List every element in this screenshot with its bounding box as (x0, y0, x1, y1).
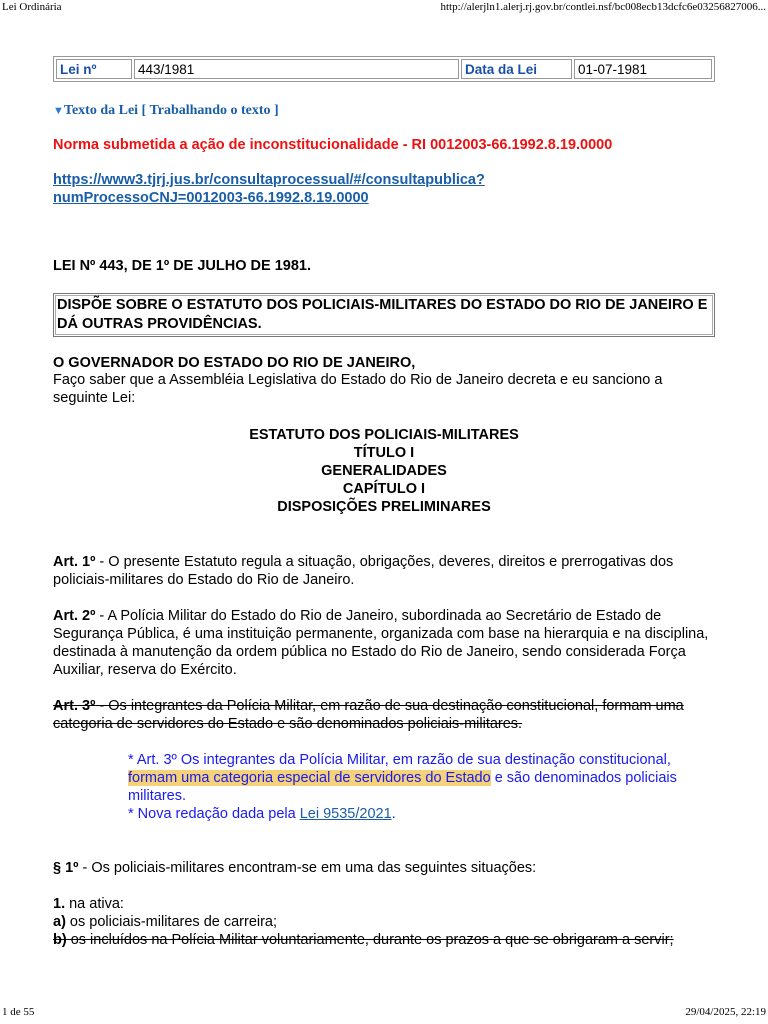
item-list (53, 895, 715, 949)
item-b-label: b) (53, 932, 67, 948)
article-1-label: Art. 1º (53, 554, 96, 570)
article-2-text: - A Polícia Militar do Estado do Rio de Janeiro, subordinada ao Secretário de Estado de Segurança Pública, é uma instituição permanente, organizada com base na hierarquia e na disciplina, destinada à manutenção da ordem pública no Estado do Rio de Janeiro, sendo considerada Força Auxiliar, reserva do Exército. (53, 608, 709, 678)
article-3-label: Art. 3º (53, 698, 96, 714)
page-counter: 1 de 55 (2, 1006, 35, 1018)
article-3-new-highlight: formam uma categoria especial de servidores do Estado (128, 770, 491, 786)
article-3-new-suffix: e são denominados policiais militares. (128, 770, 677, 804)
paragraph-1 (53, 859, 715, 877)
print-footer (0, 1006, 768, 1020)
governor-heading: O GOVERNADOR DO ESTADO DO RIO DE JANEIRO, (53, 355, 416, 371)
expand-triangle-icon: ▼ (53, 105, 64, 117)
print-datetime: 29/04/2025, 22:19 (685, 1006, 766, 1018)
paragraph-1-label: § 1º (53, 860, 79, 876)
preamble: Faço saber que a Assembléia Legislativa do Estado do Rio de Janeiro decreta e eu sanciono a seguinte Lei: (53, 372, 663, 406)
item-a-text: os policiais-militares de carreira; (65, 914, 278, 930)
item-a (53, 913, 715, 931)
heading-generalidades: GENERALIDADES (321, 463, 447, 479)
heading-capitulo: CAPÍTULO I (342, 481, 426, 497)
article-1-text: - O presente Estatuto regula a situação, obrigações, deveres, direitos e prerrogativas dos policiais-militares do Estado do Rio de Janeiro. (53, 554, 674, 588)
texto-da-lei-label: Texto da Lei [ Trabalhando o texto ] (63, 103, 279, 118)
lei-date-value: 01-07-1981 (574, 59, 712, 79)
print-header-url: http://alerjln1.alerj.rj.gov.br/contlei.nsf/bc008ecb13dcfc6e03256827006... (440, 1, 766, 13)
article-2 (53, 607, 715, 679)
article-3-new-wording (128, 751, 715, 823)
item-a-label: a) (53, 914, 66, 930)
lei-number-value: 443/1981 (134, 59, 459, 79)
articles (53, 553, 715, 949)
nova-redacao-suffix: . (391, 806, 396, 822)
article-2-label: Art. 2º (53, 608, 96, 624)
heading-estatuto: ESTATUTO DOS POLICIAIS-MILITARES (249, 427, 519, 443)
article-3-new-prefix: * Art. 3º Os integrantes da Polícia Militar, em razão de sua destinação constitucional, (128, 752, 671, 768)
law-metadata-table (53, 56, 715, 82)
article-1 (53, 553, 715, 589)
heading-titulo: TÍTULO I (353, 445, 415, 461)
item-1-label: 1. (53, 896, 66, 912)
heading-disposicoes: DISPOSIÇÕES PRELIMINARES (277, 499, 491, 515)
item-1-text: na ativa: (65, 896, 124, 912)
law-title: LEI Nº 443, DE 1º DE JULHO DE 1981. (53, 258, 311, 274)
processo-link[interactable]: https://www3.tjrj.jus.br/consultaprocessual/#/consultapublica?numProcessoCNJ=0012003-66.1992.8.19.0000 (53, 172, 485, 206)
norma-notice: Norma submetida a ação de inconstitucionalidade - RI 0012003-66.1992.8.19.0000 (53, 137, 613, 153)
document-content (53, 56, 715, 949)
texto-da-lei-toggle[interactable] (53, 103, 715, 119)
item-1 (53, 895, 715, 913)
print-header (0, 1, 768, 15)
print-header-title: Lei Ordinária (2, 1, 62, 13)
law-summary-box: DISPÕE SOBRE O ESTATUTO DOS POLICIAIS-MILITARES DO ESTADO DO RIO DE JANEIRO E DÁ OUTRAS PROVIDÊNCIAS. (53, 293, 715, 337)
nova-redacao-prefix: * Nova redação dada pela (128, 806, 300, 822)
lei-date-label: Data da Lei (461, 59, 572, 79)
lei-number-label: Lei nº (56, 59, 132, 79)
article-3-revoked (53, 697, 715, 733)
paragraph-1-text: - Os policiais-militares encontram-se em uma das seguintes situações: (78, 860, 537, 876)
section-headings (53, 426, 715, 516)
article-3-text: - Os integrantes da Polícia Militar, em razão de sua destinação constitucional, formam uma categoria de servidores do Estado e são denominados policiais-militares. (53, 698, 684, 732)
lei-9535-link[interactable]: Lei 9535/2021 (299, 806, 392, 822)
item-b-revoked (53, 931, 715, 949)
item-b-text: os incluídos na Polícia Militar voluntariamente, durante os prazos a que se obrigaram a servir; (66, 932, 674, 948)
